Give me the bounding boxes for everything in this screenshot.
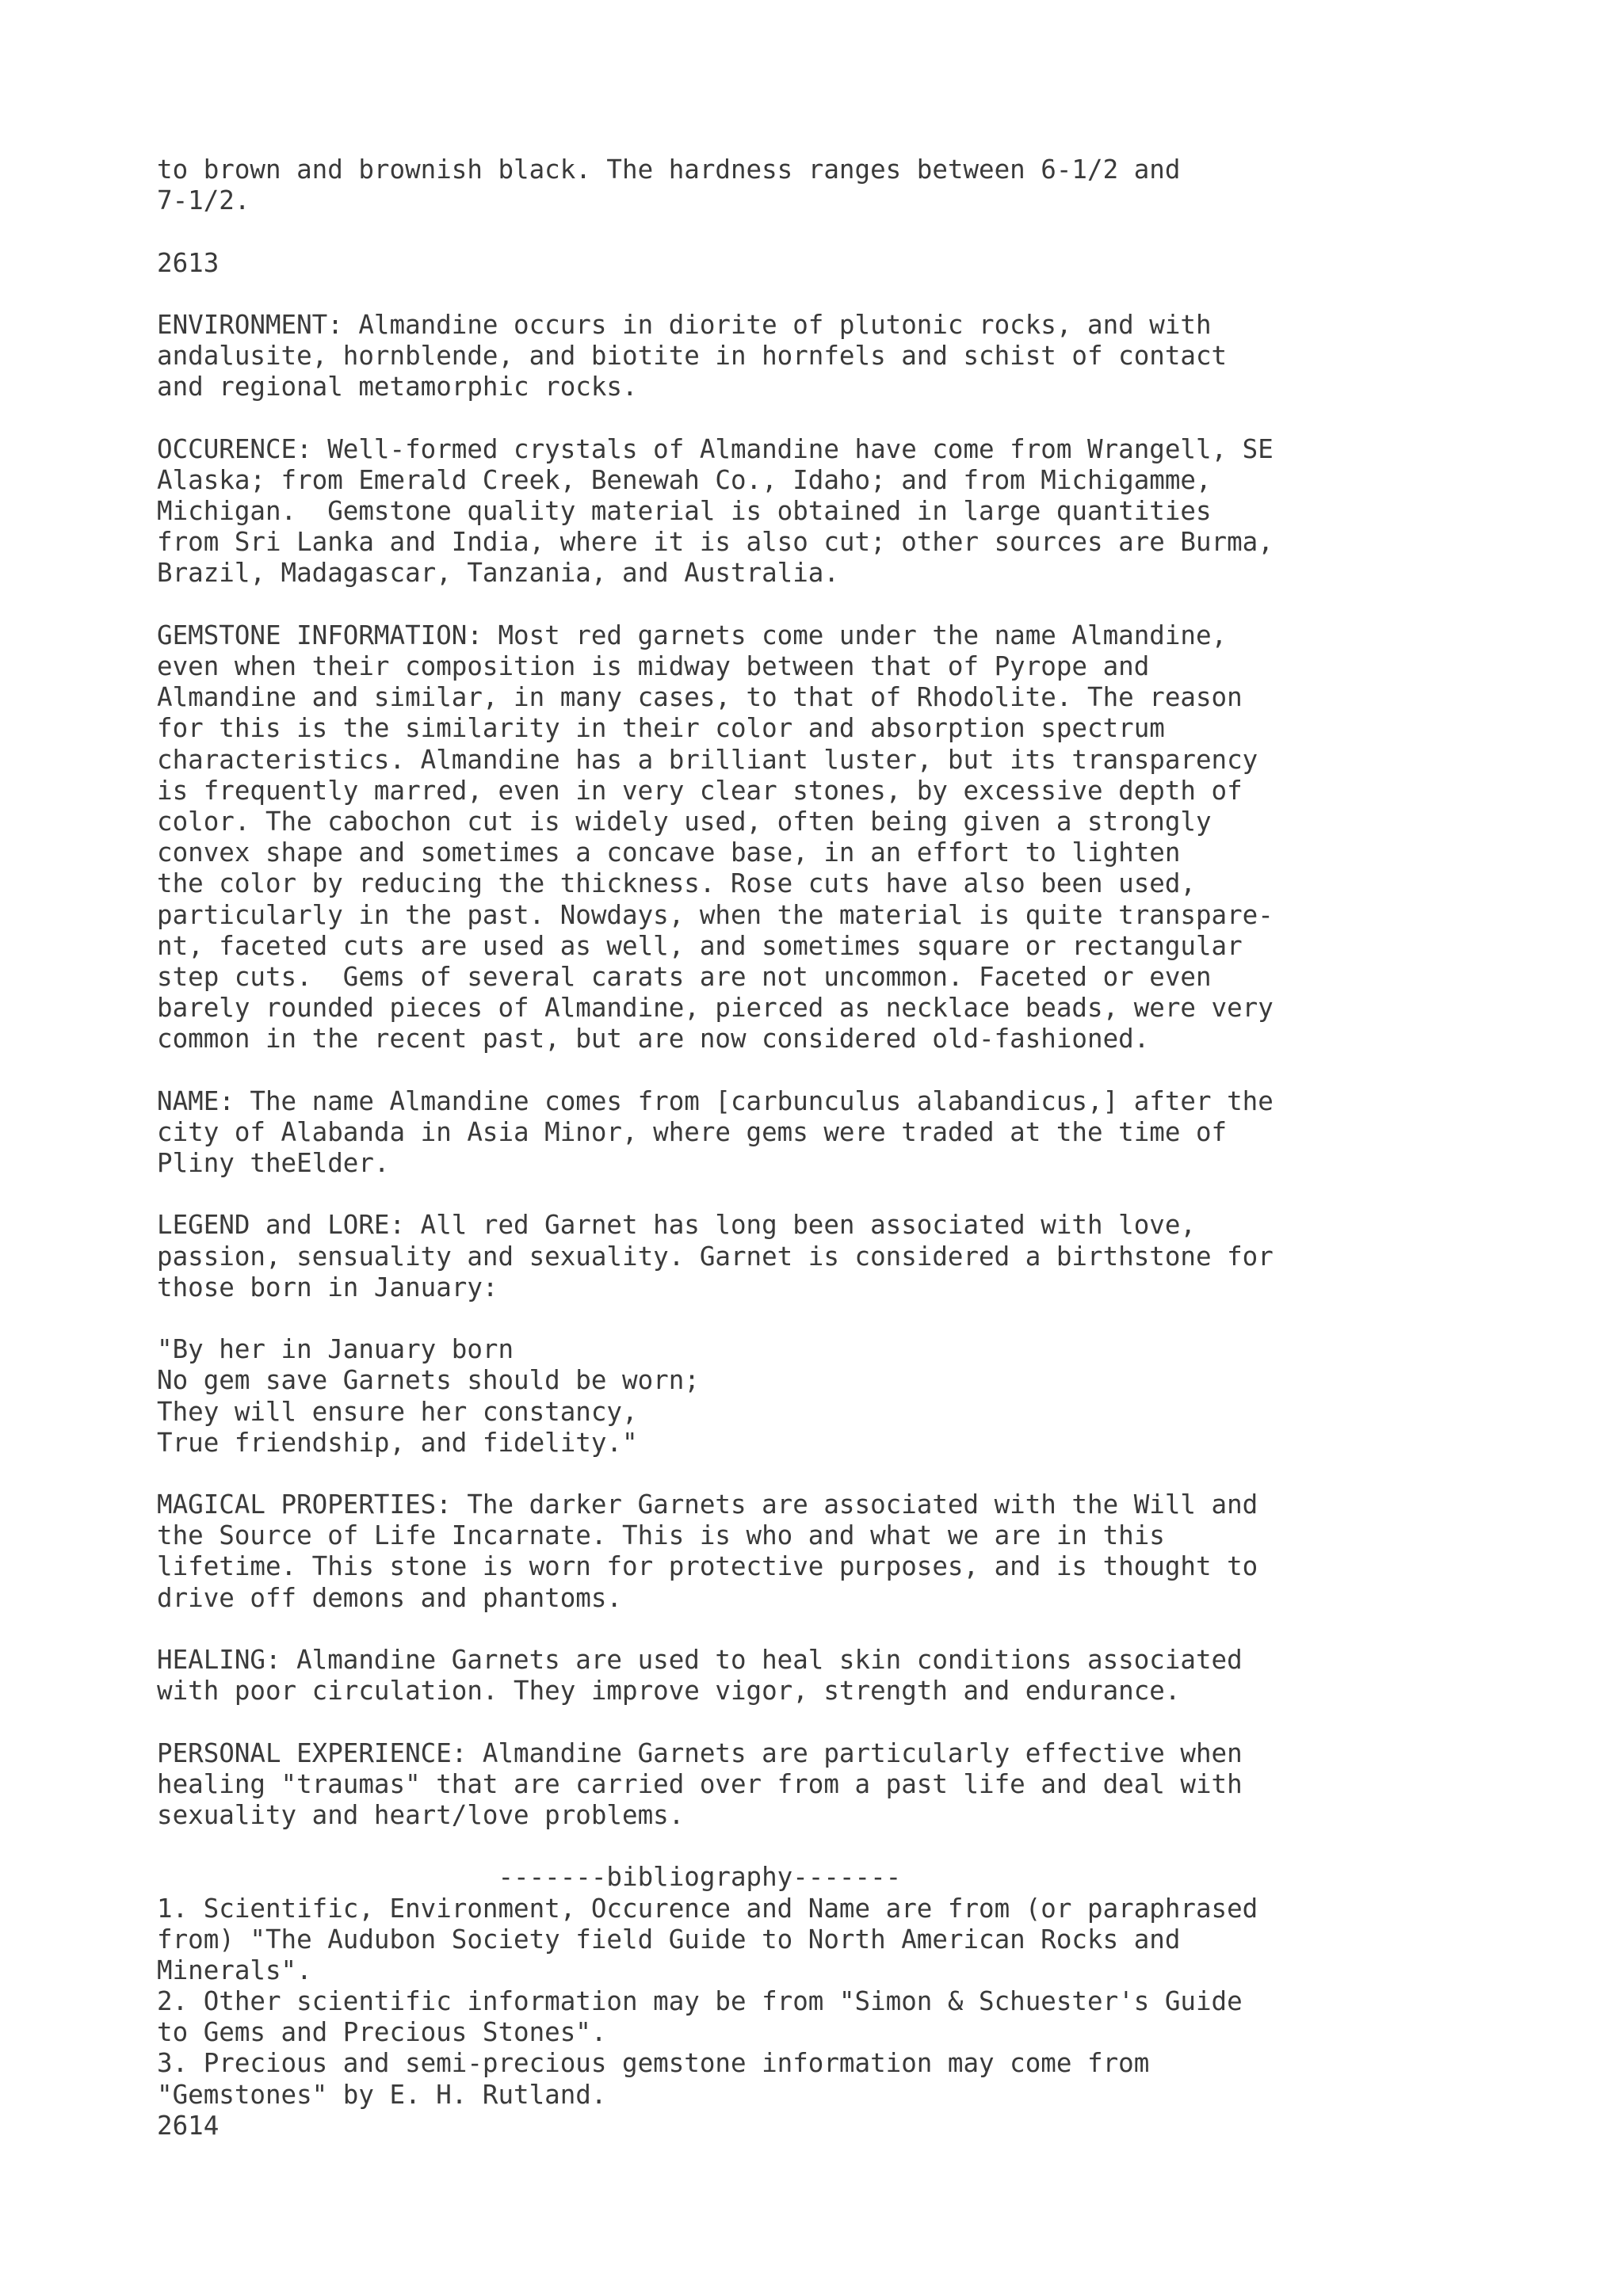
text-line: color. The cabochon cut is widely used, often being given a strongly	[157, 806, 1212, 837]
text-line: the Source of Life Incarnate. This is who and what we are in this	[157, 1520, 1165, 1551]
text-line: the color by reducing the thickness. Rose cuts have also been used,	[157, 868, 1196, 899]
paragraph-personal-experience	[157, 1738, 1568, 1832]
text-line: 2. Other scientific information may be from "Simon & Schuester's Guide	[157, 1986, 1243, 2017]
text-line: They will ensure her constancy,	[157, 1396, 638, 1427]
text-line: 1. Scientific, Environment, Occurence and Name are from (or paraphrased	[157, 1893, 1258, 1924]
paragraph-healing	[157, 1645, 1568, 1707]
paragraph-gemstone-information	[157, 620, 1568, 1055]
text-line: to Gems and Precious Stones".	[157, 2017, 607, 2048]
text-line: lifetime. This stone is worn for protective purposes, and is thought to	[157, 1551, 1258, 1582]
paragraph-magical-properties	[157, 1489, 1568, 1614]
text-line: even when their composition is midway between that of Pyrope and	[157, 651, 1150, 681]
text-line: LEGEND and LORE: All red Garnet has long been associated with love,	[157, 1210, 1196, 1241]
text-line: GEMSTONE INFORMATION: Most red garnets come under the name Almandine,	[157, 620, 1228, 650]
paragraph-hardness	[157, 154, 1568, 216]
text-line: to brown and brownish black. The hardness ranges between 6-1/2 and	[157, 154, 1181, 185]
text-line: 2614	[157, 2110, 220, 2141]
paragraph-bibliography	[157, 1862, 1568, 2142]
text-line: Minerals".	[157, 1955, 312, 1985]
text-line: Alaska; from Emerald Creek, Benewah Co., Idaho; and from Michigamme,	[157, 464, 1212, 495]
text-line: nt, faceted cuts are used as well, and sometimes square or rectangular	[157, 930, 1243, 961]
text-line: 2613	[157, 247, 220, 278]
text-line: NAME: The name Almandine comes from [carbunculus alabandicus,] after the	[157, 1085, 1274, 1116]
text-line: characteristics. Almandine has a brilliant luster, but its transparency	[157, 744, 1258, 775]
text-line: is frequently marred, even in very clear stones, by excessive depth of	[157, 775, 1243, 806]
paragraph-legend-and-lore	[157, 1210, 1568, 1303]
text-line: city of Alabanda in Asia Minor, where gems were traded at the time of	[157, 1116, 1228, 1147]
text-line: -------bibliography-------	[157, 1862, 902, 1893]
text-line: step cuts. Gems of several carats are not uncommon. Faceted or even	[157, 961, 1212, 992]
text-line: particularly in the past. Nowdays, when the material is quite transpare-	[157, 899, 1274, 930]
text-line: sexuality and heart/love problems.	[157, 1799, 685, 1830]
text-line: Almandine and similar, in many cases, to that of Rhodolite. The reason	[157, 682, 1243, 713]
text-line: with poor circulation. They improve vigor, strength and endurance.	[157, 1676, 1181, 1707]
text-line: "By her in January born	[157, 1334, 514, 1365]
paragraph-page-number-top	[157, 248, 1568, 279]
paragraph-occurence	[157, 434, 1568, 589]
text-line: healing "traumas" that are carried over from a past life and deal with	[157, 1768, 1243, 1799]
text-line: HEALING: Almandine Garnets are used to heal skin conditions associated	[157, 1645, 1243, 1675]
text-line: barely rounded pieces of Almandine, pierced as necklace beads, were very	[157, 993, 1274, 1024]
text-line: those born in January:	[157, 1272, 498, 1302]
document-page	[157, 154, 1568, 2142]
text-line: No gem save Garnets should be worn;	[157, 1365, 700, 1396]
text-line: PERSONAL EXPERIENCE: Almandine Garnets are particularly effective when	[157, 1737, 1243, 1768]
text-line: ENVIRONMENT: Almandine occurs in diorite of plutonic rocks, and with	[157, 309, 1212, 340]
text-line: and regional metamorphic rocks.	[157, 372, 638, 402]
text-line: 7-1/2.	[157, 185, 250, 216]
text-line: passion, sensuality and sexuality. Garnet is considered a birthstone for	[157, 1241, 1274, 1272]
text-line: 3. Precious and semi-precious gemstone information may come from	[157, 2048, 1150, 2079]
text-line: True friendship, and fidelity."	[157, 1427, 638, 1458]
text-line: OCCURENCE: Well-formed crystals of Almandine have come from Wrangell, SE	[157, 433, 1274, 464]
text-line: drive off demons and phantoms.	[157, 1582, 622, 1613]
paragraph-name	[157, 1086, 1568, 1180]
text-line: common in the recent past, but are now considered old-fashioned.	[157, 1024, 1150, 1055]
text-line: andalusite, hornblende, and biotite in hornfels and schist of contact	[157, 341, 1228, 372]
paragraph-poem	[157, 1334, 1568, 1459]
text-line: Pliny theElder.	[157, 1148, 390, 1178]
text-line: "Gemstones" by E. H. Rutland.	[157, 2079, 607, 2110]
text-line: convex shape and sometimes a concave base, in an effort to lighten	[157, 837, 1181, 868]
text-line: MAGICAL PROPERTIES: The darker Garnets are associated with the Will and	[157, 1489, 1258, 1520]
text-line: for this is the similarity in their color and absorption spectrum	[157, 713, 1165, 744]
paragraph-environment	[157, 310, 1568, 403]
text-line: from) "The Audubon Society field Guide to North American Rocks and	[157, 1924, 1181, 1955]
text-line: from Sri Lanka and India, where it is also cut; other sources are Burma,	[157, 527, 1274, 558]
text-line: Michigan. Gemstone quality material is obtained in large quantities	[157, 496, 1212, 527]
text-line: Brazil, Madagascar, Tanzania, and Australia.	[157, 558, 839, 589]
